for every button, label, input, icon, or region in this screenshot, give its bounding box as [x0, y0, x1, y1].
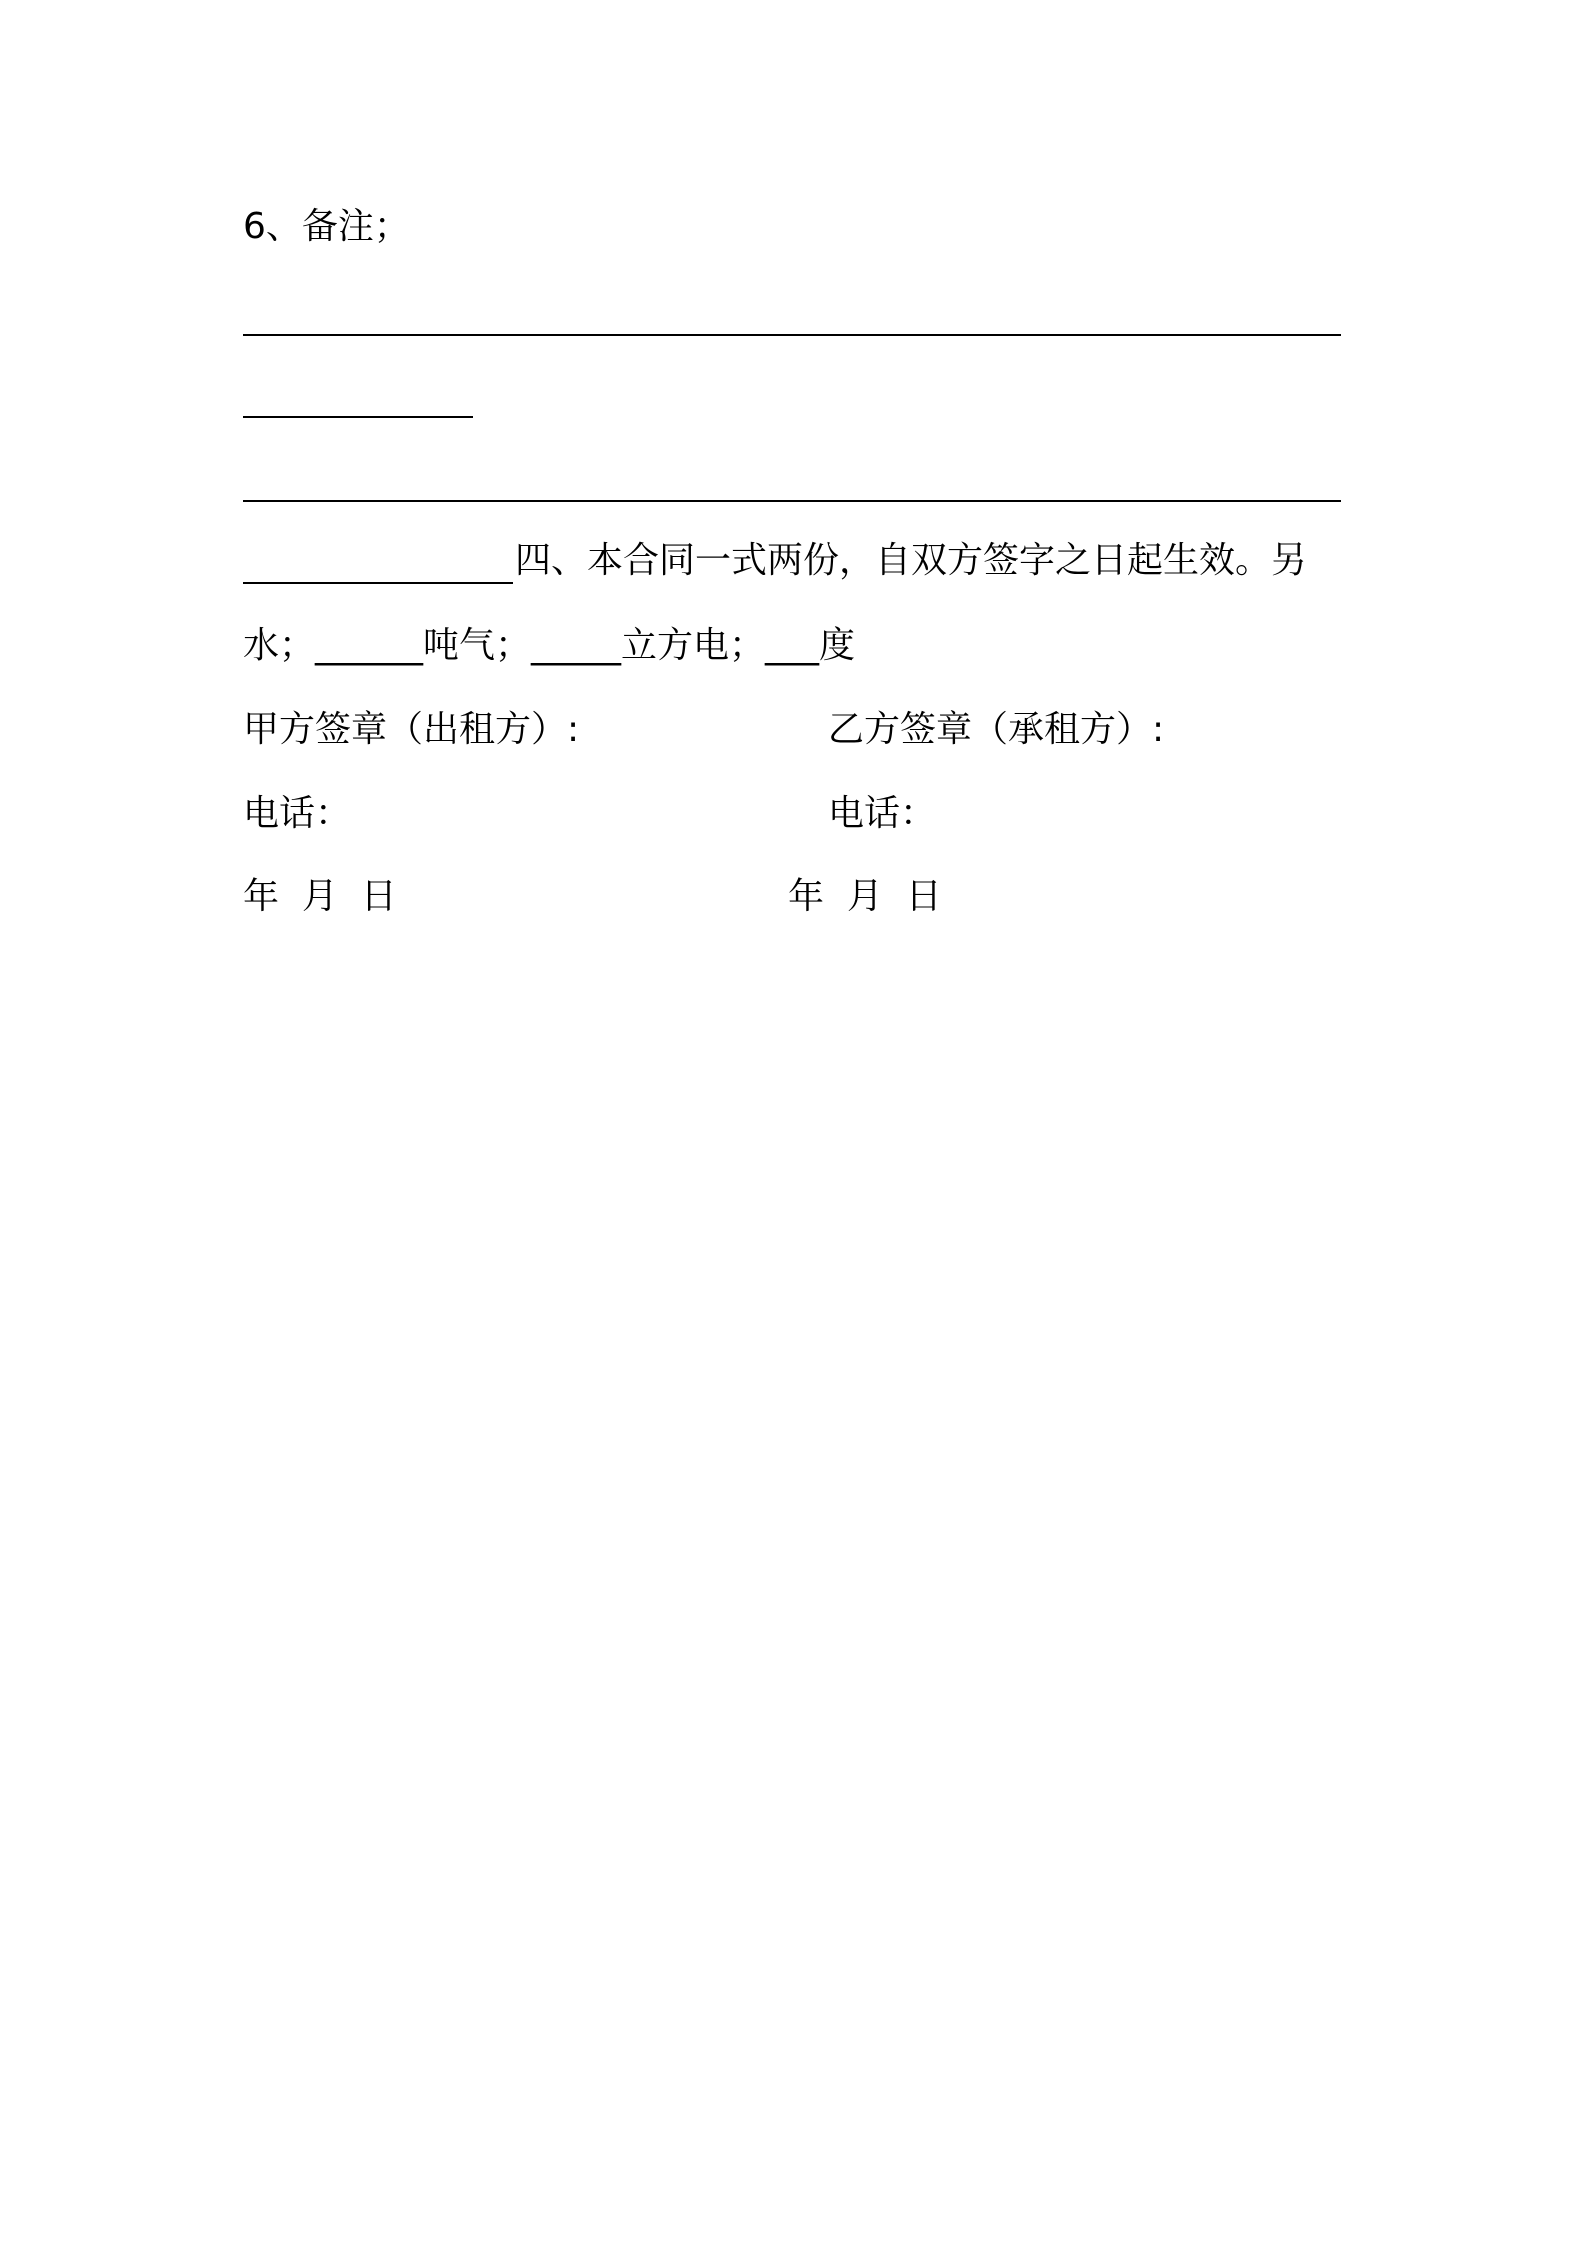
fill-in-line-3 [243, 500, 1341, 502]
fill-in-line-2 [243, 416, 473, 418]
party-a-signature-label: 甲方签章（出租方）: [243, 709, 580, 750]
utilities-line: 水；______吨气；_____立方电；___度 [243, 625, 856, 666]
fill-in-line-1 [243, 334, 1341, 336]
party-b-date: 年 月 日 [788, 876, 942, 917]
party-a-phone-label: 电话： [243, 793, 352, 834]
clause-four: 四、本合同一式两份，自双方签字之日起生效。另 [515, 540, 1308, 581]
fill-in-line-4 [243, 582, 513, 584]
remarks-heading: 6、备注； [243, 206, 410, 247]
party-a-date: 年 月 日 [243, 876, 397, 917]
party-b-phone-label: 电话： [828, 793, 937, 834]
party-b-signature-label: 乙方签章（承租方）: [828, 709, 1165, 750]
